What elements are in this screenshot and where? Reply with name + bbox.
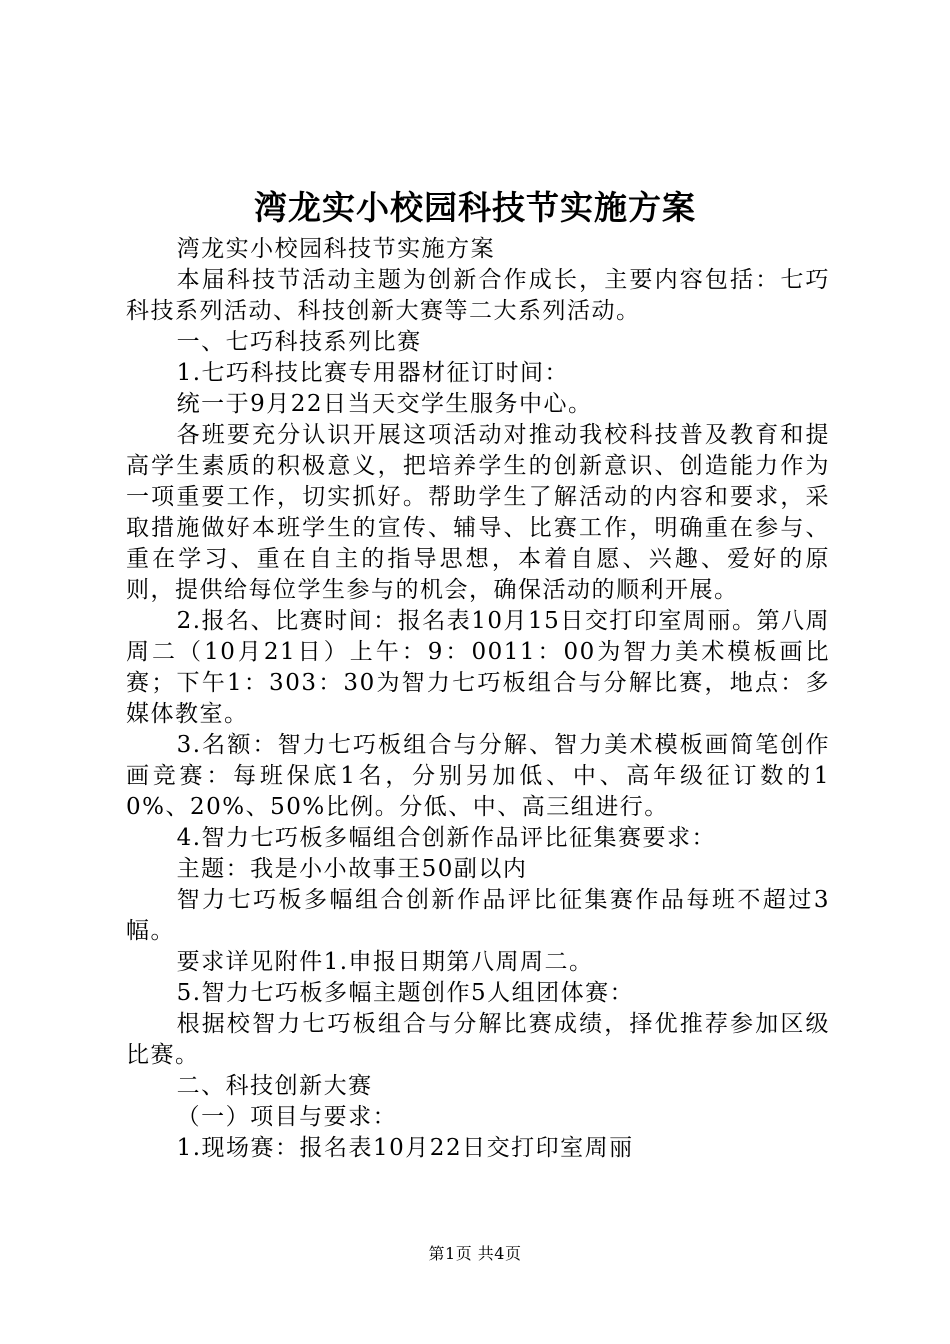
paragraph: 湾龙实小校园科技节实施方案 [176, 236, 496, 262]
section-heading: 二、科技创新大赛 [176, 1073, 373, 1099]
document-body [126, 234, 830, 1164]
paragraph: 5.智力七巧板多幅主题创作5人组团体赛： [176, 980, 635, 1006]
paragraph: 统一于9月22日当天交学生服务中心。 [176, 391, 593, 417]
paragraph: 智力七巧板多幅组合创新作品评比征集赛作品每班不超过3幅。 [126, 887, 830, 944]
paragraph: 主题：我是小小故事王50副以内 [176, 856, 528, 882]
section-heading: 一、七巧科技系列比赛 [176, 329, 422, 355]
paragraph: 根据校智力七巧板组合与分解比赛成绩，择优推荐参加区级比赛。 [126, 1011, 830, 1068]
document-title: 湾龙实小校园科技节实施方案 [254, 188, 696, 227]
paragraph: 各班要充分认识开展这项活动对推动我校科技普及教育和提高学生素质的积极意义，把培养学生的创新意识、创造能力作为一项重要工作，切实抓好。帮助学生了解活动的内容和要求，采取措施做好本班学生的宣传、辅导、比赛工作，明确重在参与、重在学习、重在自主的指导思想，本着自愿、兴趣、爱好的原则，提供给每位学生参与的机会，确保活动的顺利开展。 [126, 422, 830, 603]
paragraph: 1.现场赛：报名表10月22日交打印室周丽 [176, 1135, 634, 1161]
paragraph: 4.智力七巧板多幅组合创新作品评比征集赛要求： [176, 825, 717, 851]
page-indicator: 第1页 共4页 [428, 1244, 522, 1263]
paragraph: 本届科技节活动主题为创新合作成长，主要内容包括：七巧科技系列活动、科技创新大赛等二大系列活动。 [126, 267, 830, 324]
paragraph: 2.报名、比赛时间：报名表10月15日交打印室周丽。第八周周二（10月21日）上午：9：0011：00为智力美术模板画比赛；下午1：303：30为智力七巧板组合与分解比赛，地点：多媒体教室。 [126, 608, 830, 727]
paragraph: 要求详见附件1.申报日期第八周周二。 [176, 949, 594, 975]
paragraph: 3.名额：智力七巧板组合与分解、智力美术模板画简笔创作画竞赛：每班保底1名，分别另加低、中、高年级征订数的10%、20%、50%比例。分低、中、高三组进行。 [126, 732, 830, 820]
paragraph: 1.七巧科技比赛专用器材征订时间： [176, 360, 570, 386]
paragraph: （一）项目与要求： [176, 1104, 398, 1130]
